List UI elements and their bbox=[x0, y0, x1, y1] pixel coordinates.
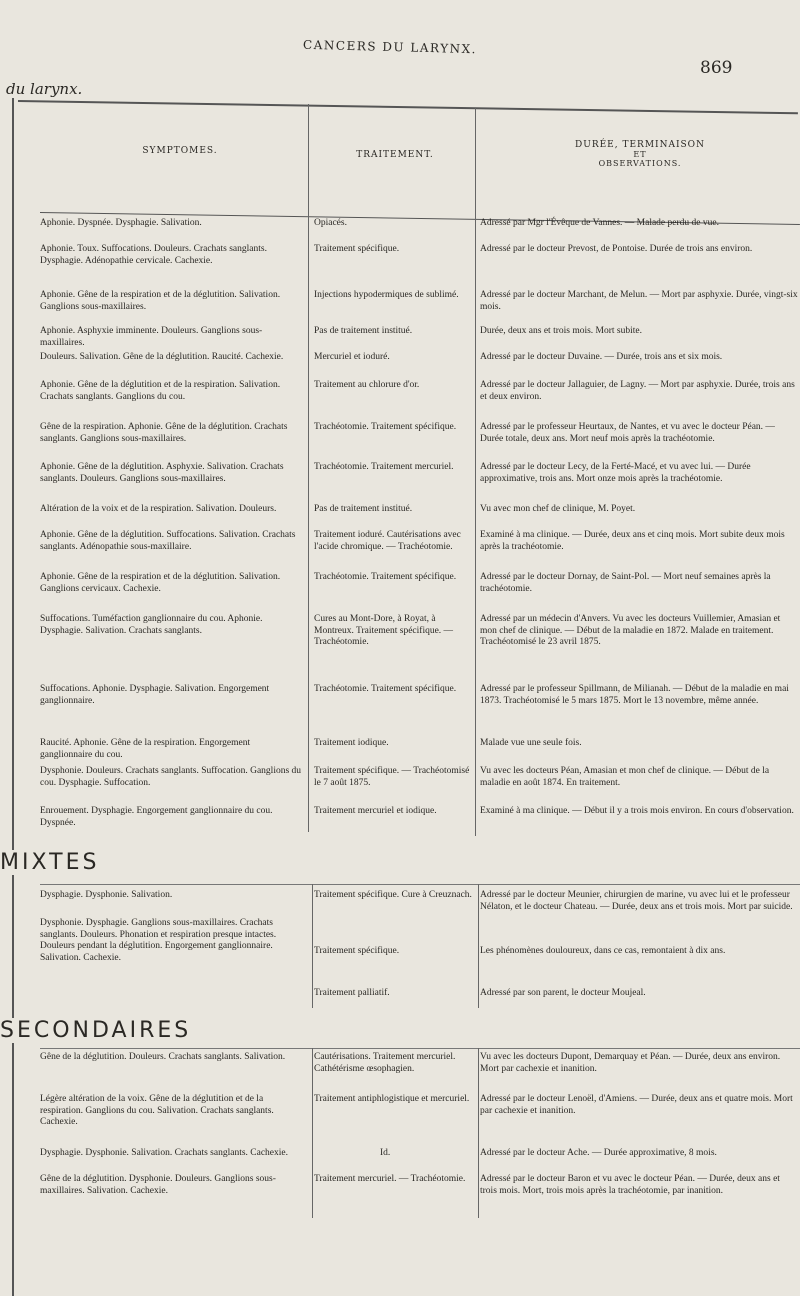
cell-traitement: Traitement iodique. bbox=[314, 738, 389, 748]
cell-symptomes: Aphonie. Gêne de la respiration et de la déglutition. Salivation. Ganglions cervicaux. Cachexie. bbox=[40, 572, 281, 594]
cell-duree: Adressé par le professeur Spillmann, de Milianah. — Début de la maladie en mai 1873. Trachéotomisé le 5 mars 1875. Mort le 13 novembre, même année. bbox=[480, 684, 789, 706]
cell-traitement: Cautérisations. Traitement mercuriel. Cathétérisme œsophagien. bbox=[314, 1052, 456, 1074]
cell-duree: Adressé par le docteur Duvaine. — Durée, trois ans et six mois. bbox=[480, 352, 723, 362]
cell-symptomes: Dysphonie. Douleurs. Crachats sanglants. Suffocation. Ganglions du cou. Dysphagie. Suffocation. bbox=[40, 766, 302, 788]
column-divider bbox=[475, 108, 476, 836]
column-header-symptomes: SYMPTOMES. bbox=[142, 146, 218, 156]
cell-symptomes: Dysphonie. Dysphagie. Ganglions sous-maxillaires. Crachats sanglants. Douleurs. Phonation et respiration presque intactes. Douleurs pendant la déglutition. Engorgement ganglionnaire. Salivation. Cachexie. bbox=[40, 918, 277, 963]
cell-symptomes: Suffocations. Aphonie. Dysphagie. Salivation. Engorgement ganglionnaire. bbox=[40, 684, 270, 706]
cell-traitement: Traitement spécifique. bbox=[314, 244, 400, 254]
cell-symptomes: Gêne de la déglutition. Douleurs. Crachats sanglants. Salivation. bbox=[40, 1052, 286, 1062]
cell-duree: Adressé par Mgr l'Évêque de Vannes. — Malade perdu de vue. bbox=[480, 218, 719, 228]
section-rule bbox=[40, 884, 800, 885]
column-divider bbox=[312, 884, 313, 1008]
cell-symptomes: Légère altération de la voix. Gêne de la déglutition et de la respiration. Ganglions du cou. Salivation. Crachats sanglants. Cachexie. bbox=[40, 1094, 274, 1127]
cell-traitement: Injections hypodermiques de sublimé. bbox=[314, 290, 459, 300]
section-title-mixtes: MIXTES bbox=[0, 850, 105, 875]
cell-traitement: Traitement spécifique. — Trachéotomisé le 7 août 1875. bbox=[314, 766, 470, 788]
cell-duree: Vu avec les docteurs Dupont, Demarquay et Péan. — Durée, deux ans environ. Mort par cachexie et inanition. bbox=[480, 1052, 781, 1074]
column-header-duree bbox=[500, 140, 780, 168]
cell-duree: Malade vue une seule fois. bbox=[480, 738, 582, 748]
cell-traitement: Traitement mercuriel et iodique. bbox=[314, 806, 437, 816]
cell-duree: Adressé par le docteur Marchant, de Melun. — Mort par asphyxie. Durée, vingt-six mois. bbox=[480, 290, 798, 312]
section-rule bbox=[40, 1048, 800, 1049]
column-divider bbox=[312, 1048, 313, 1218]
cell-duree: Adressé par le docteur Lecy, de la Ferté-Macé, et vu avec lui. — Durée approximative, trois ans. Mort onze mois après la trachéotomie. bbox=[480, 462, 751, 484]
cell-duree: Les phénomènes douloureux, dans ce cas, remontaient à dix ans. bbox=[480, 946, 726, 956]
cell-symptomes: Enrouement. Dysphagie. Engorgement ganglionnaire du cou. Dyspnée. bbox=[40, 806, 273, 828]
cell-symptomes: Aphonie. Toux. Suffocations. Douleurs. Crachats sanglants. Dysphagie. Adénopathie cervicale. Cachexie. bbox=[40, 244, 267, 266]
cell-symptomes: Suffocations. Tuméfaction ganglionnaire du cou. Aphonie. Dysphagie. Salivation. Crachats sanglants. bbox=[40, 614, 263, 636]
margin-note: du larynx. bbox=[6, 80, 83, 98]
cell-duree: Vu avec les docteurs Péan, Amasian et mon chef de clinique. — Début de la maladie en août 1874. En traitement. bbox=[480, 766, 770, 788]
cell-duree: Adressé par le docteur Prevost, de Pontoise. Durée de trois ans environ. bbox=[480, 244, 753, 254]
cell-traitement: Trachéotomie. Traitement spécifique. bbox=[314, 422, 457, 432]
cell-duree: Adressé par le docteur Meunier, chirurgien de marine, vu avec lui et le professeur Nélaton, et le docteur Chateau. — Durée, deux ans et trois mois. Mort par suicide. bbox=[480, 890, 793, 912]
cell-traitement: Traitement au chlorure d'or. bbox=[314, 380, 420, 390]
cell-duree: Adressé par le docteur Lenoël, d'Amiens. — Durée, deux ans et quatre mois. Mort par cachexie et inanition. bbox=[480, 1094, 793, 1116]
cell-traitement: Traitement antiphlogistique et mercuriel. bbox=[314, 1094, 470, 1104]
cell-traitement: Traitement spécifique. Cure à Creuznach. bbox=[314, 890, 472, 900]
cell-traitement: Traitement ioduré. Cautérisations avec l'acide chromique. — Trachéotomie. bbox=[314, 530, 461, 552]
duree-line-3: OBSERVATIONS. bbox=[598, 159, 682, 168]
cell-traitement: Id. bbox=[380, 1148, 391, 1158]
cell-traitement: Traitement spécifique. bbox=[314, 946, 400, 956]
cell-symptomes: Aphonie. Gêne de la respiration et de la déglutition. Salivation. Ganglions sous-maxillaires. bbox=[40, 290, 281, 312]
cell-symptomes: Altération de la voix et de la respiration. Salivation. Douleurs. bbox=[40, 504, 277, 514]
cell-duree: Adressé par un médecin d'Anvers. Vu avec les docteurs Vuillemier, Amasian et mon chef de clinique. — Début de la maladie en 1872. Malade en traitement. Trachéotomisé le 23 avril 1875. bbox=[480, 614, 781, 647]
cell-symptomes: Aphonie. Asphyxie imminente. Douleurs. Ganglions sous-maxillaires. bbox=[40, 326, 263, 348]
cell-duree: Adressé par le docteur Jallaguier, de Lagny. — Mort par asphyxie. Durée, trois ans et deux environ. bbox=[480, 380, 795, 402]
cell-traitement: Mercuriel et ioduré. bbox=[314, 352, 390, 362]
cell-symptomes: Gêne de la respiration. Aphonie. Gêne de la déglutition. Crachats sanglants. Ganglions sous-maxillaires. bbox=[40, 422, 288, 444]
cell-traitement: Traitement palliatif. bbox=[314, 988, 390, 998]
cell-duree: Adressé par le professeur Heurtaux, de Nantes, et vu avec le docteur Péan. — Durée totale, deux ans. Mort neuf mois après la trachéotomie. bbox=[480, 422, 775, 444]
duree-line-1: DURÉE, TERMINAISON bbox=[575, 140, 705, 150]
duree-line-2: ET bbox=[633, 150, 647, 159]
running-head: CANCERS DU LARYNX. bbox=[302, 37, 478, 57]
cell-duree: Adressé par le docteur Ache. — Durée approximative, 8 mois. bbox=[480, 1148, 717, 1158]
cell-traitement: Pas de traitement institué. bbox=[314, 326, 413, 336]
column-header-traitement: TRAITEMENT. bbox=[356, 150, 434, 160]
cell-duree: Vu avec mon chef de clinique, M. Poyet. bbox=[480, 504, 636, 514]
cell-symptomes: Aphonie. Gêne de la déglutition. Suffocations. Salivation. Crachats sanglants. Adénopathie sous-maxillaire. bbox=[40, 530, 296, 552]
cell-traitement: Opiacés. bbox=[314, 218, 347, 228]
cell-traitement: Trachéotomie. Traitement spécifique. bbox=[314, 572, 457, 582]
cell-duree: Examiné à ma clinique. — Début il y a trois mois environ. En cours d'observation. bbox=[480, 806, 794, 816]
cell-symptomes: Dysphagie. Dysphonie. Salivation. bbox=[40, 890, 173, 900]
cell-duree: Examiné à ma clinique. — Durée, deux ans et cinq mois. Mort subite deux mois après la trachéotomie. bbox=[480, 530, 785, 552]
cell-duree: Durée, deux ans et trois mois. Mort subite. bbox=[480, 326, 643, 336]
cell-symptomes: Gêne de la déglutition. Dysphonie. Douleurs. Ganglions sous-maxillaires. Salivation. Cachexie. bbox=[40, 1174, 276, 1196]
cell-duree: Adressé par le docteur Dornay, de Saint-Pol. — Mort neuf semaines après la trachéotomie. bbox=[480, 572, 771, 594]
cell-traitement: Traitement mercuriel. — Trachéotomie. bbox=[314, 1174, 466, 1184]
cell-symptomes: Aphonie. Gêne de la déglutition. Asphyxie. Salivation. Crachats sanglants. Douleurs. Ganglions sous-maxillaires. bbox=[40, 462, 284, 484]
page-number: 869 bbox=[700, 58, 733, 78]
cell-symptomes: Aphonie. Dyspnée. Dysphagie. Salivation. bbox=[40, 218, 202, 228]
cell-traitement: Cures au Mont-Dore, à Royat, à Montreux. Traitement spécifique. — Trachéotomie. bbox=[314, 614, 454, 647]
column-divider bbox=[478, 1048, 479, 1218]
cell-symptomes: Raucité. Aphonie. Gêne de la respiration. Engorgement ganglionnaire du cou. bbox=[40, 738, 251, 760]
cell-symptomes: Douleurs. Salivation. Gêne de la déglutition. Raucité. Cachexie. bbox=[40, 352, 284, 362]
cell-traitement: Trachéotomie. Traitement spécifique. bbox=[314, 684, 457, 694]
section-title-secondaires: SECONDAIRES bbox=[0, 1018, 197, 1043]
column-divider bbox=[308, 104, 309, 832]
cell-duree: Adressé par son parent, le docteur Moujeal. bbox=[480, 988, 646, 998]
cell-duree: Adressé par le docteur Baron et vu avec le docteur Péan. — Durée, deux ans et trois mois. Mort, trois mois après la trachéotomie, par inanition. bbox=[480, 1174, 780, 1196]
cell-traitement: Trachéotomie. Traitement mercuriel. bbox=[314, 462, 454, 472]
column-divider bbox=[478, 884, 479, 1008]
cell-traitement: Pas de traitement institué. bbox=[314, 504, 413, 514]
cell-symptomes: Dysphagie. Dysphonie. Salivation. Crachats sanglants. Cachexie. bbox=[40, 1148, 289, 1158]
cell-symptomes: Aphonie. Gêne de la déglutition et de la respiration. Salivation. Crachats sanglants. Ganglions du cou. bbox=[40, 380, 281, 402]
